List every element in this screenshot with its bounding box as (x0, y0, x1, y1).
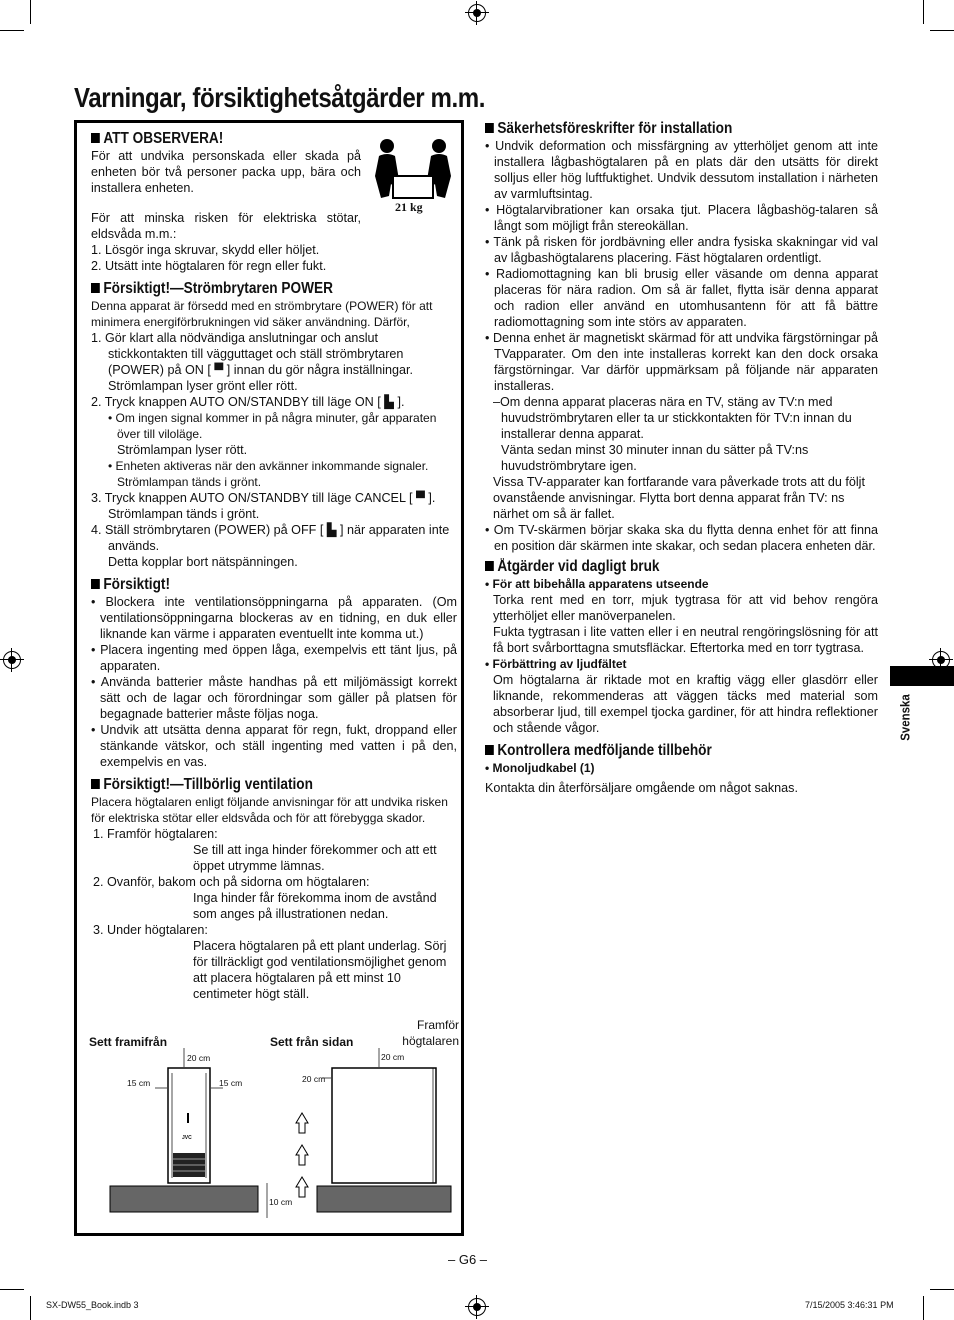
daily-subheading: • För att bibehålla apparatens utseende (485, 577, 709, 591)
tv-note-extra: Vissa TV-apparater kan fortfarande vara påverkade trots att du följt ovanstående anvisningar. Flytta bort denna apparat från TV: ns närhet om så är fallet. (493, 475, 865, 521)
list-item: • Denna enhet är magnetiskt skärmad för att undvika färgstörningar på TVapparater. Om den inte installeras korrekt kan den dock orsaka färgstörningar. Var därför uppmärksam på följande när apparaten installeras. (485, 331, 878, 393)
att-observera-heading: ATT OBSERVERA! (91, 130, 413, 148)
accessory-item: • Monoljudkabel (1) (485, 761, 595, 775)
ventilation-item-3-text: Placera högtalaren på ett plant underlag. Sörj för tillräckligt god ventilationsmöjlighet genom att placera högtalaren på ett minst 10 centimeter högt ställ. (193, 939, 447, 1001)
ventilation-item-3: 3. Under högtalaren: (93, 923, 208, 937)
registration-mark-icon (3, 651, 21, 669)
page-number: – G6 – (448, 1252, 488, 1267)
power-intro: Denna apparat är försedd med en strömbrytare (POWER) för att minimera energiförbrukningen vid säker användning. Därför, (91, 299, 433, 329)
power-sub-1b: Strömlampan lyser rött. (117, 443, 248, 457)
att-observera-risk: För att minska risken för elektriska stötar, eldsvåda m.m.: (91, 211, 361, 241)
language-tab: Svenska (897, 694, 913, 741)
clearance-label: 20 cm (187, 1053, 211, 1063)
ventilation-item-2: 2. Ovanför, bakom och på sidorna om högtalaren: (93, 875, 370, 889)
crop-mark (0, 1289, 24, 1290)
registration-mark-icon (468, 1298, 486, 1316)
tv-note: –Om denna apparat placeras nära en TV, stäng av TV:n med huvudströmbrytaren eller ta ur stickkontakten för TV:n innan du installerar denna apparat. (493, 395, 852, 441)
crop-mark (923, 1296, 924, 1320)
power-step-4b: Detta kopplar bort nätspänningen. (108, 555, 298, 569)
power-step-4: 4. Ställ strömbrytaren (POWER) på OFF [ ▙ ] när apparaten inte används. (91, 523, 450, 553)
front-of-speaker-label: Framför högtalaren (402, 1018, 459, 1048)
crop-mark (930, 1289, 954, 1290)
warnings-box (74, 120, 464, 1236)
installation-heading: Säkerhetsföreskrifter för installation (485, 120, 831, 138)
power-step-2: 2. Tryck knappen AUTO ON/STANDBY till läge ON [ ▙ ]. (91, 395, 405, 409)
weight-label: 21 kg (395, 200, 423, 214)
list-item: 1. Lösgör inga skruvar, skydd eller höljet. (91, 243, 320, 257)
page-title: Varningar, försiktighetsåtgärder m.m. (74, 82, 485, 113)
power-step-1: 1. Gör klart alla nödvändiga anslutningar och anslut stickkontakten till vägguttaget och ställ strömbrytaren (POWER) på ON [ ▀ ] innan du gör några inställningar. Strömlampan lyser grönt eller rött. (91, 331, 414, 393)
footer-file: SX-DW55_Book.indb 3 (46, 1300, 139, 1310)
list-item: • Undvik att utsätta denna apparat för regn, fukt, droppand eller stänkande vätskor, och ställ ingenting med vatten i på den, exempelvis en vas. (91, 723, 457, 769)
list-item: • Om TV-skärmen börjar skaka ska du flytta denna enhet för att finna en position där skärmen inte skakar, och sedan placera enheten där. (485, 523, 878, 553)
list-item: 2. Utsätt inte högtalaren för regn eller fukt. (91, 259, 327, 273)
accessories-heading: Kontrollera medföljande tillbehör (485, 742, 831, 760)
daily-heading: Åtgärder vid dagligt bruk (485, 558, 831, 576)
daily-subheading: • Förbättring av ljudfältet (485, 657, 627, 671)
list-item: • Tänk på risken för jordbävning eller andra fysiska skakningar vid val av lågbashögtalarens placering. Fäst högtalaren ordentligt. (485, 235, 878, 265)
ventilation-item-2-text: Inga hinder får förekomma inom de avstånd som anges på illustrationen nedan. (193, 891, 437, 921)
clearance-label: 15 cm (127, 1078, 151, 1088)
list-item: • Radiomottagning kan bli brusig eller väsande om denna apparat placeras för nära radion. Om så är fallet, flytta isär denna apparat och radion eller använd en utomhusantenn för att få bättre radiomottagning som inte störs av apparaten. (485, 267, 878, 329)
clearance-label: 10 cm (269, 1197, 293, 1207)
registration-mark-icon (468, 4, 486, 22)
ventilation-diagram (77, 123, 461, 1233)
clearance-label: 20 cm (302, 1074, 326, 1084)
list-item: • Använda batterier måste handhas på ett miljömässigt korrekt sätt och de lagar och förordningar som gäller på platsen för begagnade batterier måste följas noga. (91, 675, 457, 721)
list-item: • Undvik deformation och missfärgning av ytterhöljet genom att inte installera lågbashögtalaren på en plats där den utsätts för direkt solljus eller hög luftfuktighet. Undvik dessutom installation i närheten av varmluftsintag. (485, 139, 878, 201)
tv-note-wait: Vänta sedan minst 30 minuter innan du sätter på TV:ns huvudströmbrytare igen. (501, 443, 809, 473)
list-item: • Placera ingenting med öppen låga, exempelvis ett tänt ljus, på apparaten. (91, 643, 457, 673)
accessories-note: Kontakta din återförsäljare omgående om något saknas. (485, 781, 798, 795)
daily-text: Torka rent med en torr, mjuk tygtrasa för att vid behov rengöra ytterhöljet eller manöverpanelen. (493, 593, 878, 623)
front-view-label: Sett framifrån (89, 1035, 168, 1049)
forsiktigt-heading: Försiktigt! (91, 576, 413, 594)
list-item: • Blockera inte ventilationsöppningarna på apparaten. (Om ventilationsöppningarna blockeras av en tidning, en duk eller liknande kan värme i apparaten eventuellt inte komma ut.) (91, 595, 457, 641)
ventilation-heading: Försiktigt!—Tillbörlig ventilation (91, 776, 413, 794)
crop-mark (0, 30, 24, 31)
power-sub-2: • Enheten aktiveras när den avkänner inkommande signaler. Strömlampan tänds i grönt. (108, 459, 429, 489)
power-heading: Försiktigt!—Strömbrytaren POWER (91, 280, 413, 298)
crop-mark (30, 0, 31, 24)
daily-text: Om högtalarna är riktade mot en kraftig vägg eller glasdörr eller liknande, rekommenderas att väggen täcks med material som absorberar ljud, till exempel tjocka gardiner, för att hindra reflektioner och stående vågor. (493, 673, 878, 735)
clearance-label: 20 cm (381, 1052, 405, 1062)
att-observera-text: För att undvika personskada eller skada på enheten bör två personer packa upp, bära och installera enheten. (91, 149, 361, 195)
ventilation-item-1: 1. Framför högtalaren: (93, 827, 218, 841)
list-item: • Högtalarvibrationer kan orsaka tjut. Placera lågbashög-talaren så långt som möjligt från stereokällan. (485, 203, 878, 233)
ventilation-item-1-text: Se till att inga hinder förekommer och att ett öppet utrymme lämnas. (193, 843, 437, 873)
power-step-3: 3. Tryck knappen AUTO ON/STANDBY till läge CANCEL [ ▀ ]. Strömlampan tänds i grönt. (91, 491, 436, 521)
brand-logo: JVC (182, 1135, 192, 1141)
ventilation-intro: Placera högtalaren enligt följande anvisningar för att undvika risken för elektriska stötar eller eldsvåda och för att förebygga skador. (91, 795, 448, 825)
crop-mark (30, 1296, 31, 1320)
power-sub-1: • Om ingen signal kommer in på några minuter, går apparaten över till viloläge. (108, 411, 437, 441)
footer-timestamp: 7/15/2005 3:46:31 PM (805, 1300, 894, 1310)
side-view-label: Sett från sidan (270, 1035, 354, 1049)
daily-text: Fukta tygtrasan i lite vatten eller i en neutral rengöringslösning för att få bort svårborttagna smutsfläckar. Eftertorka med en torr tygtrasa. (493, 625, 878, 655)
crop-mark (930, 30, 954, 31)
crop-mark (923, 0, 924, 24)
clearance-label: 15 cm (219, 1078, 243, 1088)
